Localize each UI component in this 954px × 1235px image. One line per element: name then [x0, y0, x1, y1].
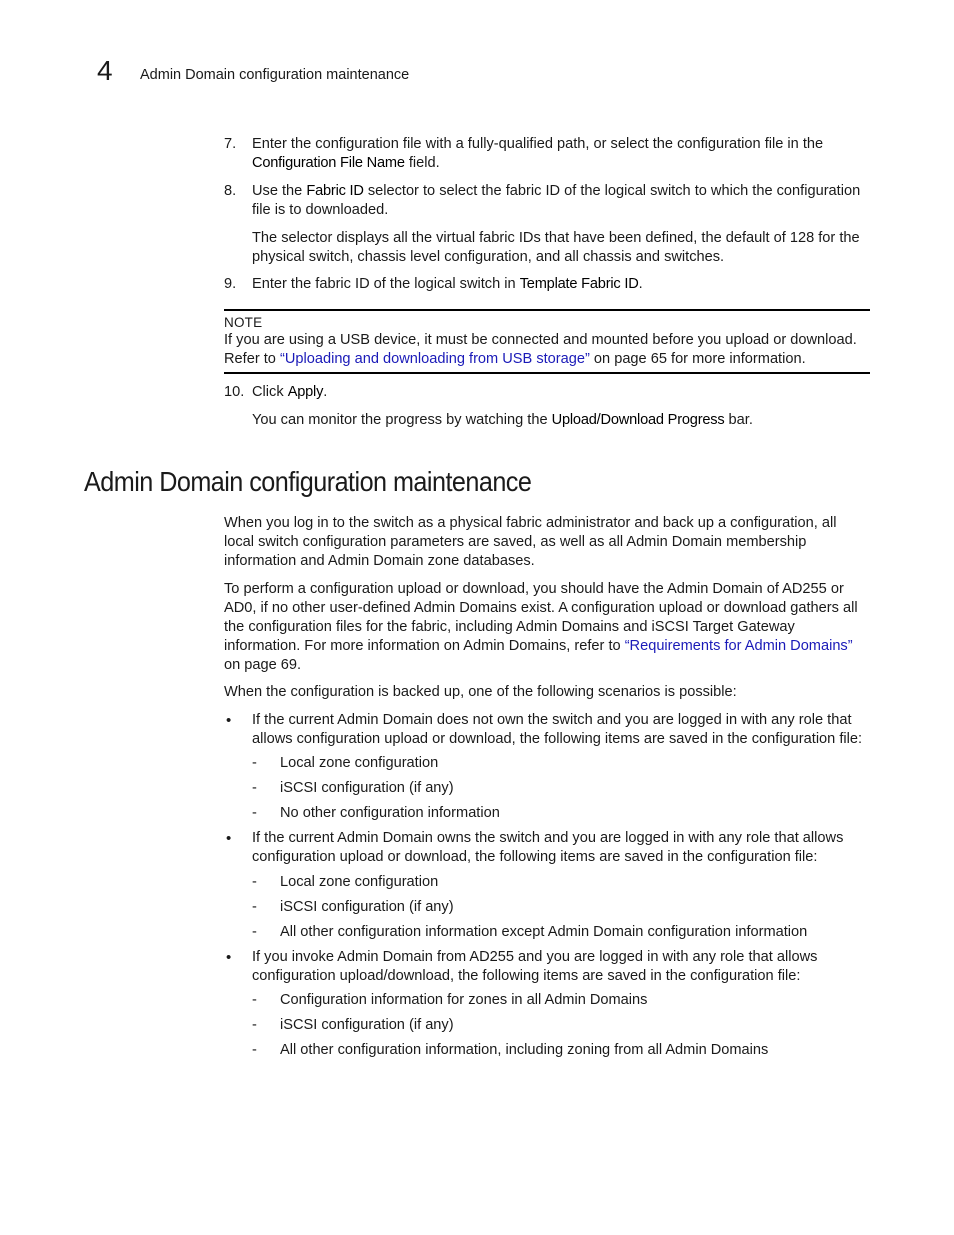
dash-icon: - [252, 924, 257, 940]
dash-icon: - [252, 755, 257, 771]
step-number: 9. [224, 276, 237, 292]
dash-icon: - [252, 1017, 257, 1033]
paragraph [224, 580, 870, 675]
step-text-part: bar. [724, 412, 753, 428]
bullet-text: If you invoke Admin Domain from AD255 and you are logged in with any role that allows configuration upload/download, the following items are saved in the configuration file: [252, 949, 818, 984]
step-text-part: . [323, 384, 328, 400]
step-text-part: field. [404, 155, 440, 171]
sub-item: Configuration information for zones in all Admin Domains [280, 992, 648, 1008]
ui-term: Upload/Download Progress [551, 412, 725, 428]
paragraph-part: To perform a configuration upload or download, you should have the Admin Domain of AD255 or AD0, if no other user-defined Admin Domains exist. A configuration upload or download gathers all the configuration files for the fabric, including Admin Domains and iSCSI Target Gateway information. For more information on Admin Domains, refer to [224, 581, 858, 654]
admin-domains-requirements-link[interactable]: “Requirements for Admin Domains” [624, 638, 853, 654]
dash-icon: - [252, 805, 257, 821]
note-text-part: If you are using a USB device, it must be connected and mounted before you upload or download. Refer to [224, 332, 857, 367]
note-text-part: on page 65 for more information. [589, 351, 806, 367]
running-header-title: Admin Domain configuration maintenance [140, 67, 410, 83]
step-detail: The selector displays all the virtual fabric IDs that have been defined, the default of 128 for the physical switch, chassis level configuration, and all chassis and switches. [252, 230, 860, 265]
sub-item: iSCSI configuration (if any) [280, 780, 454, 796]
ui-term: Template Fabric ID [519, 276, 639, 292]
step-text-part: Use the [252, 183, 307, 199]
paragraph: When you log in to the switch as a physical fabric administrator and back up a configuration, all local switch configuration parameters are saved, as well as all Admin Domain membership information and Admin Domain zone databases. [224, 515, 837, 569]
sub-item: No other configuration information [280, 805, 500, 821]
step-number: 10. [224, 384, 245, 400]
section-title: Admin Domain configuration maintenance [84, 466, 532, 497]
step-text [252, 383, 872, 402]
sub-item: All other configuration information except Admin Domain configuration information [280, 924, 808, 940]
step-text [252, 275, 872, 294]
ui-term: Fabric ID [306, 183, 364, 199]
step-text-part: Click [252, 384, 288, 400]
ui-term: Configuration File Name [252, 155, 405, 171]
bullet-text: If the current Admin Domain owns the switch and you are logged in with any role that allows configuration upload or download, the following items are saved in the configuration file: [252, 830, 844, 865]
dash-icon: - [252, 874, 257, 890]
dash-icon: - [252, 1042, 257, 1058]
step-text-part: Enter the configuration file with a fully-qualified path, or select the configuration file in the [252, 136, 824, 152]
paragraph-part: on page 69. [224, 657, 302, 673]
note-label: NOTE [224, 315, 263, 330]
sub-item: iSCSI configuration (if any) [280, 899, 454, 915]
step-text-part: You can monitor the progress by watching the [252, 412, 552, 428]
step-number: 7. [224, 136, 237, 152]
sub-item: Local zone configuration [280, 755, 439, 771]
ui-term: Apply [287, 384, 324, 400]
step-text [252, 182, 872, 220]
sub-item: All other configuration information, including zoning from all Admin Domains [280, 1042, 769, 1058]
bullet-icon: • [226, 712, 232, 729]
dash-icon: - [252, 992, 257, 1008]
note-bottom-rule [224, 372, 870, 374]
step-text-part: . [638, 276, 643, 292]
note-text [224, 331, 870, 369]
step-text-part: selector to select the fabric ID of the logical switch to which the configuration file is to downloaded. [252, 183, 861, 218]
step-detail [252, 411, 872, 430]
note-top-rule [224, 309, 870, 311]
step-text [252, 135, 872, 173]
sub-item: Local zone configuration [280, 874, 439, 890]
dash-icon: - [252, 899, 257, 915]
bullet-icon: • [226, 949, 232, 966]
bullet-icon: • [226, 830, 232, 847]
step-text-part: Enter the fabric ID of the logical switch in [252, 276, 520, 292]
paragraph: When the configuration is backed up, one of the following scenarios is possible: [224, 684, 737, 700]
step-number: 8. [224, 183, 237, 199]
usb-storage-link[interactable]: “Uploading and downloading from USB storage” [279, 351, 590, 367]
dash-icon: - [252, 780, 257, 796]
chapter-number: 4 [97, 55, 113, 86]
bullet-text: If the current Admin Domain does not own the switch and you are logged in with any role that allows configuration upload or download, the following items are saved in the configuration file: [252, 712, 863, 747]
sub-item: iSCSI configuration (if any) [280, 1017, 454, 1033]
